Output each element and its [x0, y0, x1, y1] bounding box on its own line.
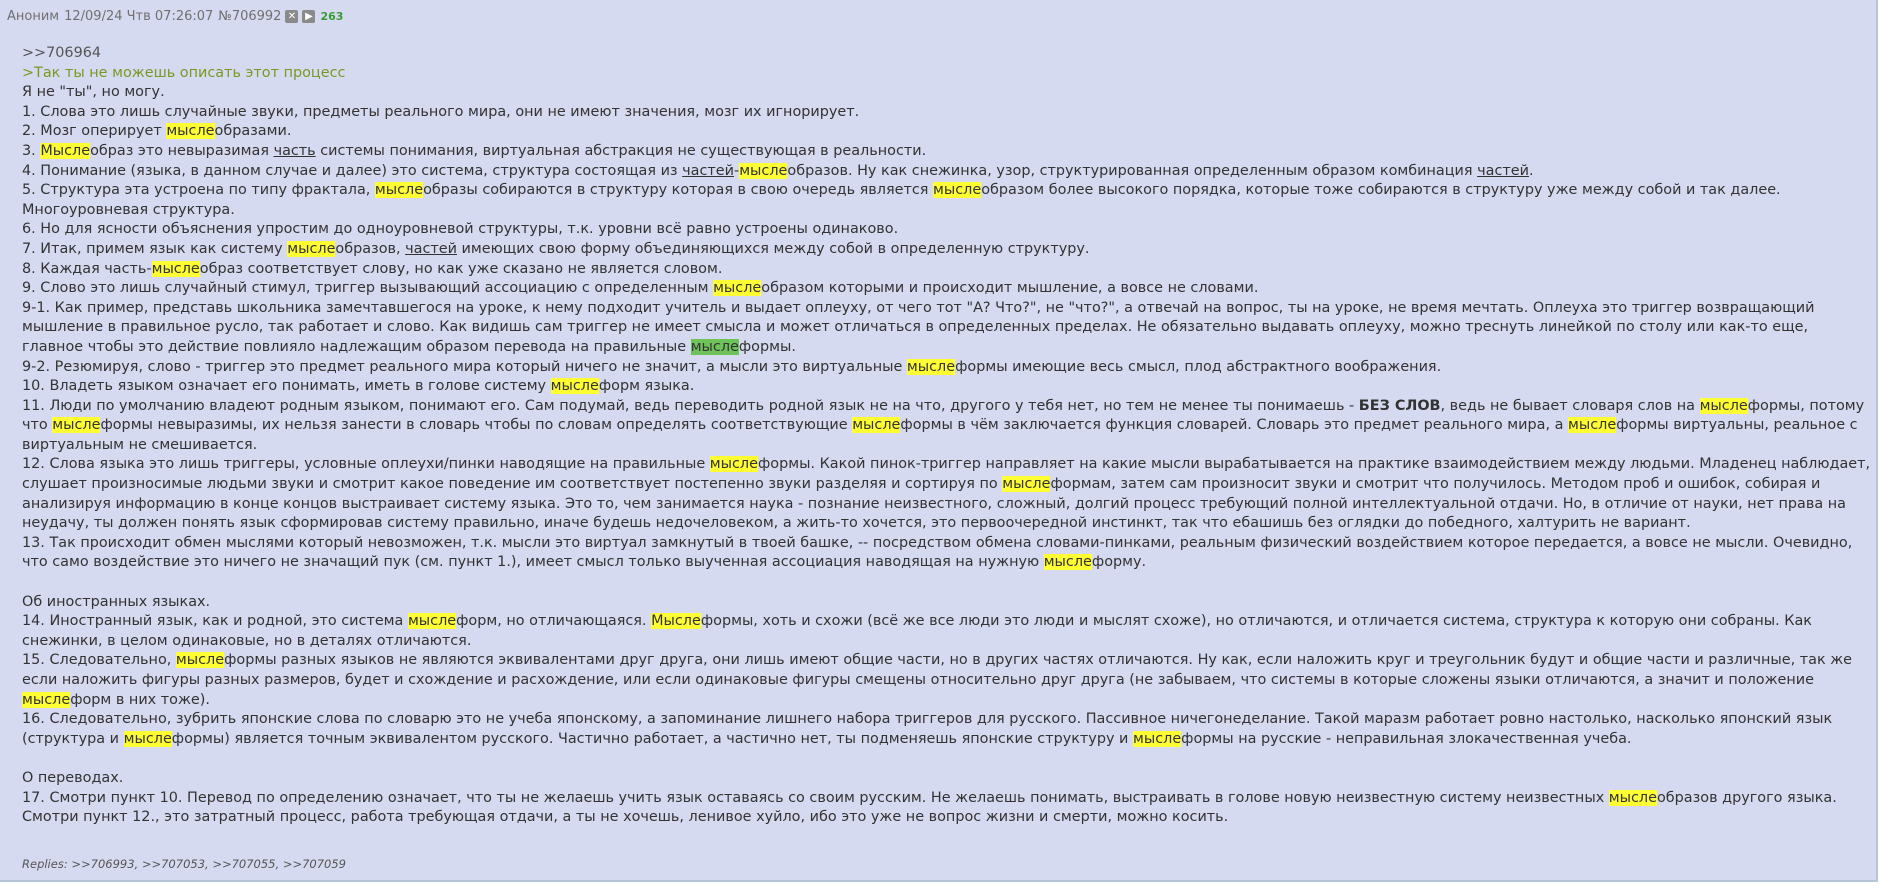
text-line: [22, 749, 1872, 769]
text-line: Об иностранных языках.: [22, 593, 211, 610]
search-highlight: мысле: [1699, 397, 1748, 414]
text-line: 2. Мозг оперирует мыслеобразами.: [22, 123, 292, 140]
search-highlight: мысле: [550, 378, 599, 395]
search-highlight: мысле: [713, 280, 762, 297]
reply-ref-link[interactable]: >>706964: [22, 45, 102, 61]
reply-link[interactable]: >>707055: [212, 857, 276, 871]
text-line: 9. Слово это лишь случайный стимул, триггер вызывающий ассоциацию с определенным мыслеобразом которыми и происходит мышление, а вовсе не словами.: [22, 280, 1259, 297]
search-highlight: мысле: [407, 613, 457, 630]
hide-icon[interactable]: ✕: [285, 10, 298, 23]
search-highlight: мысле: [374, 182, 424, 199]
text-line: 15. Следовательно, мыслеформы разных языков не являются эквивалентами друг друга, они лишь имеют общие части, но в других частях отличаются. Ну как, если наложить круг и треугольник будут и общие части и различные, так же если наложить фигуры разных размеров, будет и схождение и расхождение, или если одинаковые фигуры смещены относительно друг друга (не забываем, что системы в которые сложены языки отличаются, а значит и положение мыслеформ в них тоже).: [22, 652, 1853, 708]
replies-label: Replies:: [22, 857, 68, 871]
search-highlight: мысле: [1132, 730, 1182, 747]
search-highlight: мысле: [933, 182, 982, 199]
search-highlight: мысле: [1568, 417, 1617, 434]
search-highlight: мысле: [1002, 476, 1051, 493]
text-line: 8. Каждая часть-мыслеобраз соответствует слову, но как уже сказано не является словом.: [22, 260, 723, 277]
search-highlight: мысле: [1043, 554, 1092, 571]
text-line: 9-2. Резюмируя, слово - триггер это предмет реального мира который ничего не значит, а мысли это виртуальные мыслеформы имеющие весь смысл, плод абстрактного воображения.: [22, 358, 1442, 375]
reply-link[interactable]: >>706993: [71, 857, 135, 871]
text-line: 16. Следовательно, зубрить японские слова по словарю это не учеба японскому, а запоминание лишнего набора триггеров для русского. Пассивное ничегонеделание. Такой маразм работает ровно настолько, насколько японский язык (структура и мыслеформы) является точным эквивалентом русского. Частично работает, а частично нет, ты подменяешь японские структуру и мыслеформы на русские - неправильная злокачественная учеба.: [22, 711, 1833, 747]
post-count-badge: 263: [320, 10, 344, 23]
play-icon[interactable]: ▶: [302, 10, 315, 23]
search-highlight: мысле: [690, 338, 739, 355]
text-line: 1. Слова это лишь случайные звуки, предметы реального мира, они не имеют значения, мозг их игнорирует.: [22, 103, 860, 120]
text-line: 9-1. Как пример, представь школьника замечтавшегося на уроке, к нему подходит учитель и выдает оплеуху, от чего тот "А? Что?", не "что?", а отвечай на вопрос, ты на уроке, не время мечтать. Оплеуха это триггер возвращающий мышление в правильное русло, так работает и слово. Как видишь сам триггер не имеет смысла и может отличаться в определенных пределах. Не обязательно выдавать оплеуху, можно треснуть линейкой по столу или как-то еще, главное чтобы это действие повлияло надлежащим образом перевода на правильные мыслеформы.: [22, 299, 1815, 355]
replies-bar: [22, 857, 346, 871]
text-line: 14. Иностранный язык, как и родной, это система мыслеформ, но отличающаяся. Мыслеформы, хоть и схожи (всё же все люди это люди и мыслят схоже), но отличаются, и отличается система, структура к которую они собраны. Как снежинки, в целом одинаковые, но в деталях отличаются.: [22, 613, 1812, 649]
search-highlight: Мысле: [651, 613, 701, 630]
text-line: 11. Люди по умолчанию владеют родным языком, понимают его. Сам подумай, ведь переводить родной язык не на что, другого у тебя нет, но тем не менее ты понимаешь - БЕЗ СЛОВ, ведь не бывает словаря слов на мыслеформы, потому что мыслеформы невыразимы, их нельзя занести в словарь чтобы по словам определять соответствующие мыслеформы в чём заключается функция словарей. Словарь это предмет реального мира, а мыслеформы виртуальны, реальное с виртуальным не смешивается.: [22, 397, 1865, 453]
reply-link[interactable]: >>707053: [141, 857, 206, 871]
text-line: 12. Слова языка это лишь триггеры, условные оплеухи/пинки наводящие на правильные мыслеформы. Какой пинок-триггер направляет на какие мысли вырабатывается на практике взаимодействием между людьми. Младенец наблюдает, слушает произносимые людьми звуки и смотрит какое поведение им соответствует постепенно звуки разделяя и сортируя по мыслеформам, затем сам произносит звуки и смотрит что получилось. Методом проб и ошибок, собирая и анализируя информацию в конце концов выстраивает систему языка. Это то, чем занимается наука - познание неизвестного, сложный, долгий процесс требующий полной интеллектуальной отдачи. Но, в отличие от науки, нет права на неудачу, ты должен понять язык сформировав систему правильно, иначе будешь недочеловеком, а жить-то хочется, это первоочередной инстинкт, так что ебашишь без оглядки до победного, халтурить не вариант.: [22, 456, 1871, 532]
quote-line: >Так ты не можешь описать этот процесс: [22, 64, 346, 81]
post-date: 12/09/24 Чтв 07:26:07: [64, 9, 214, 24]
search-highlight: мысле: [151, 260, 200, 277]
search-highlight: мысле: [166, 123, 215, 140]
search-highlight: мысле: [1608, 789, 1657, 806]
search-highlight: мысле: [739, 162, 788, 179]
post-body: [22, 44, 1872, 828]
text-line: Я не "ты", но могу.: [22, 84, 165, 101]
search-highlight: мысле: [906, 358, 956, 375]
text-line: О переводах.: [22, 769, 124, 786]
search-highlight: мысле: [852, 417, 901, 434]
text-line: [22, 573, 1872, 593]
post-text-lines: [22, 83, 1872, 828]
search-highlight: мысле: [52, 417, 101, 434]
text-line: 7. Итак, примем язык как систему мыслеобразов, частей имеющих свою форму объединяющихся между собой в определенную структуру.: [22, 240, 1090, 257]
text-line: 13. Так происходит обмен мыслями который невозможен, т.к. мысли это виртуал замкнутый в твоей башке, -- посредством обмена словами-пинками, реальным физический воздействием которое передается, а вовсе не мысли. Очевидно, что само воздействие это ничего не значащий пук (см. пункт 1.), имеет смысл только выученная ассоциация наводящая на нужную мыслеформу.: [22, 534, 1853, 571]
replies-links: >>706993, >>707053, >>707055, >>707059: [71, 857, 346, 871]
text-line: 17. Смотри пункт 10. Перевод по определению означает, что ты не желаешь учить язык оставаясь со своим русским. Не желаешь понимать, выстраивать в голове новую неизвестную систему неизвестных мыслеобразов другого языка. Смотри пункт 12., это затратный процесс, работа требующая отдачи, а ты не хочешь, ленивое хуйло, ибо это уже не вопрос жизни и смерти, можно косить.: [22, 789, 1837, 826]
search-highlight: Мысле: [40, 142, 91, 159]
post-number-link[interactable]: №706992: [218, 9, 282, 24]
text-line: 3. Мыслеобраз это невыразимая часть системы понимания, виртуальная абстракция не существующая в реальности.: [22, 142, 927, 159]
search-highlight: мысле: [709, 456, 758, 473]
reply-link[interactable]: >>707059: [282, 857, 346, 871]
search-highlight: мысле: [22, 691, 71, 708]
search-highlight: мысле: [123, 730, 172, 747]
poster-name: Аноним: [7, 9, 60, 24]
text-line: 6. Но для ясности объяснения упростим до одноуровневой структуры, т.к. уровни всё равно устроены одинаково.: [22, 221, 899, 238]
text-line: 10. Владеть языком означает его понимать, иметь в голове систему мыслеформ языка.: [22, 378, 695, 395]
bold-text: БЕЗ СЛОВ: [1358, 397, 1441, 414]
text-line: 4. Понимание (языка, в данном случае и далее) это система, структура состоящая из частей-мыслеобразов. Ну как снежинка, узор, структурированная определенным образом комбинация частей.: [22, 162, 1534, 179]
text-line: 5. Структура эта устроена по типу фрактала, мыслеобразы собираются в структуру которая в свою очередь является мыслеобразом более высокого порядка, которые тоже собираются в структуру уже между собой и так далее. Многоуровневая структура.: [22, 182, 1781, 218]
search-highlight: мысле: [175, 652, 225, 669]
search-highlight: мысле: [287, 240, 336, 257]
post-header: [7, 9, 343, 24]
